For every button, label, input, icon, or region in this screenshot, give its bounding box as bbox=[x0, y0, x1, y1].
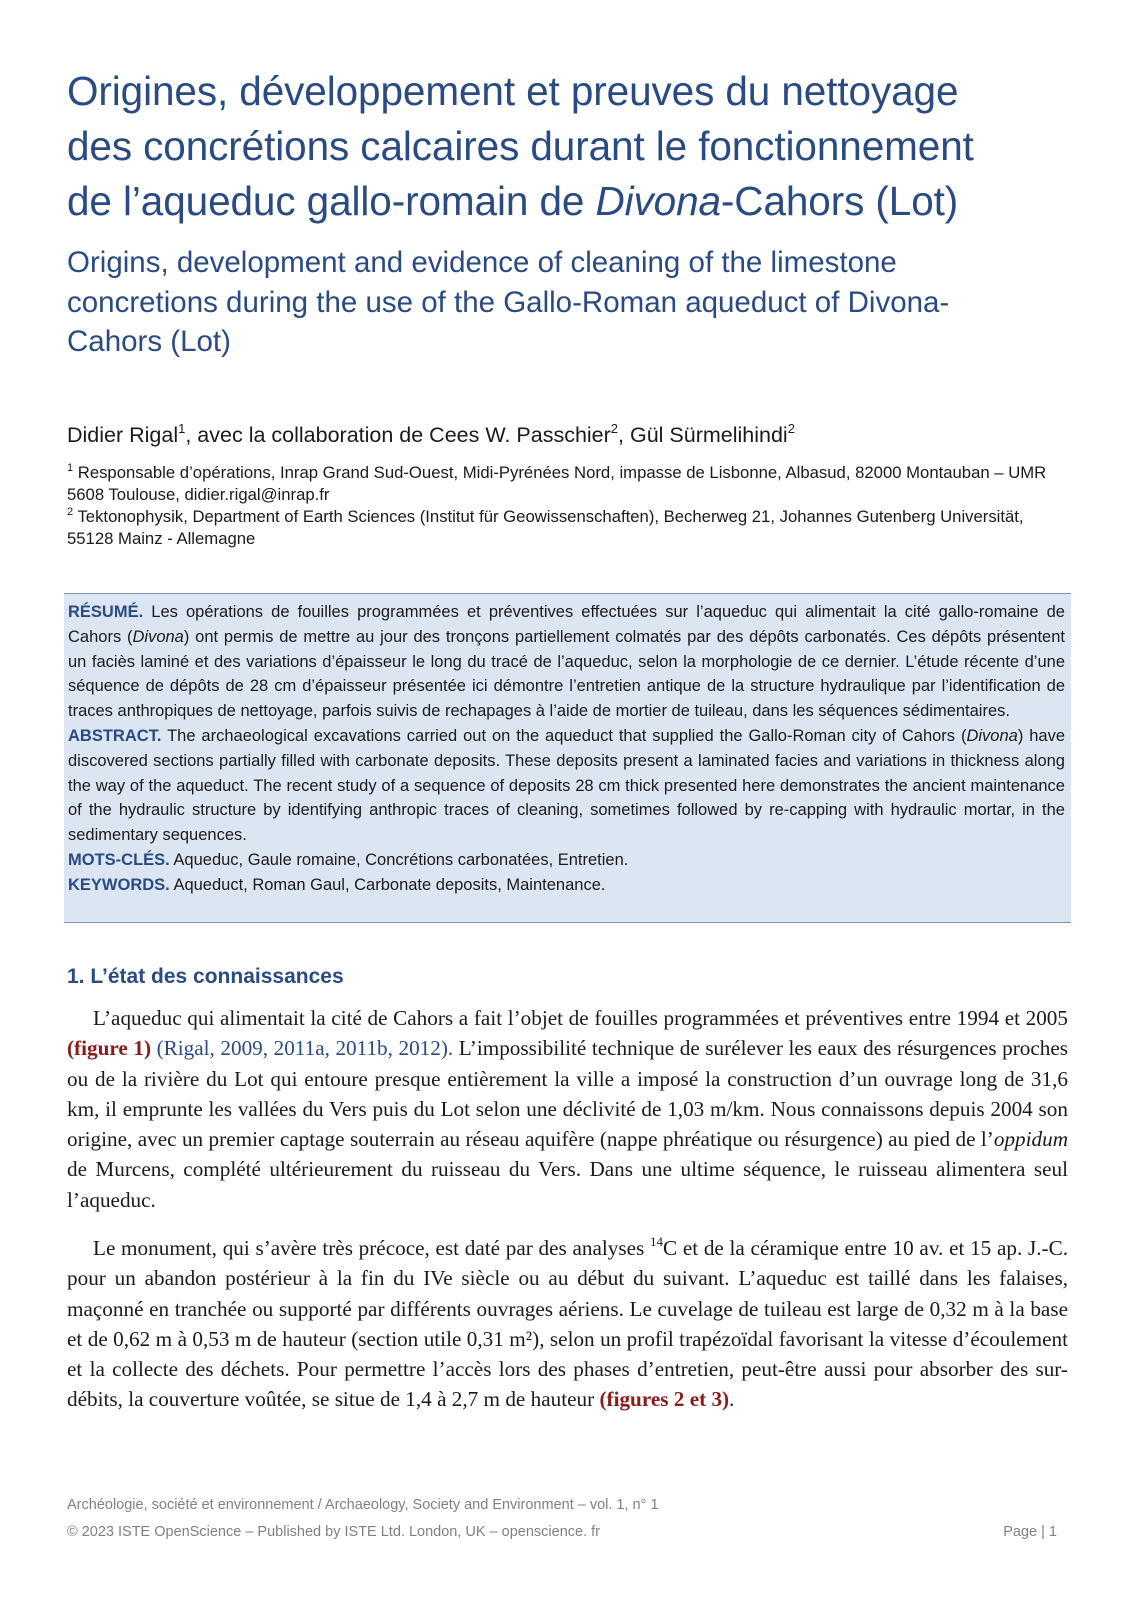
body-paragraph-2 bbox=[67, 1233, 1068, 1415]
resume-text-b: ) ont permis de mettre au jour des tronçons partiellement colmatés par des dépôts carbonatés. Ces dépôts présentent un faciès laminé et des variations d’épaisseur le long du tracé de l’aqueduc, selon la morphologie de ce dernier. L’étude récente d’une séquence de dépôts de 28 cm d’épaisseur présentée ici démontre l’entretien antique de la structure hydraulique par l’identification de traces anthropiques de nettoyage, parfois suivis de rechapages à l’aide de mortier de tuileau, dans les séquences sédimentaires. bbox=[68, 627, 1065, 721]
affiliation-2-marker: 2 bbox=[67, 506, 74, 519]
affiliation-1-text: Responsable d’opérations, Inrap Grand Sud-Ouest, Midi-Pyrénées Nord, impasse de Lisbonne, Albasud, 82000 Montauban – UMR 5608 Toulouse, didier.rigal@inrap.fr bbox=[67, 462, 1047, 504]
subtitle-line-1: Origins, development and evidence of cleaning of the limestone bbox=[67, 246, 897, 279]
keywords-label: KEYWORDS. bbox=[68, 875, 170, 894]
resume-text-a: Les opérations de fouilles programmées et préventives effectuées sur l’aqueduc qui alimentait la cité gallo-romaine de Cahors ( bbox=[68, 603, 1065, 646]
author-rigal: Didier Rigal bbox=[67, 422, 179, 447]
abstract-paragraph bbox=[68, 724, 1065, 848]
figure-1-link[interactable]: (figure 1) bbox=[67, 1036, 152, 1061]
p1-italic-oppidum: oppidum bbox=[993, 1127, 1068, 1152]
affiliation-1-marker: 1 bbox=[67, 461, 74, 474]
affiliation-2-text: Tektonophysik, Department of Earth Sciences (Institut für Geowissenschaften), Becherweg 21, Johannes Gutenberg Universität, 55128 Mainz - Allemagne bbox=[67, 507, 1024, 549]
title-italic-divona: Divona bbox=[595, 178, 721, 224]
keywords-paragraph bbox=[68, 873, 1065, 898]
subtitle-line-3: Cahors (Lot) bbox=[67, 325, 231, 358]
title-line-3-end: -Cahors (Lot) bbox=[720, 178, 959, 224]
citation-rigal-link[interactable]: (Rigal, 2009, 2011a, 2011b, 2012). bbox=[156, 1036, 454, 1061]
subtitle-line-2: concretions during the use of the Gallo-Roman aqueduct of Divona- bbox=[67, 285, 950, 319]
affiliation-1 bbox=[67, 462, 1057, 507]
abstract-label: ABSTRACT. bbox=[68, 726, 162, 745]
p2-superscript: 14 bbox=[649, 1234, 663, 1249]
affiliation-2 bbox=[67, 506, 1057, 551]
section-1-heading: 1. L’état des connaissances bbox=[67, 965, 344, 988]
p1-text-b: L’impossibilité technique de surélever les eaux des résurgences proches ou de la rivière du Lot qui entoure presque entièrement la ville a imposé la construction d’un ouvrage long de 31,6 km, il emprunte les vallées du Vers puis du Lot selon une déclivité de 1,03 m/km. Nous connaissons depuis 2004 son origine, avec un premier captage souterrain au réseau aquifère (nappe phréatique ou résurgence) au pied de l’ bbox=[67, 1036, 1069, 1152]
author-collab: , avec la collaboration de Cees W. Passchier bbox=[185, 422, 611, 447]
abstract-italic: Divona bbox=[966, 726, 1018, 745]
author-rigal-affil: 1 bbox=[178, 420, 186, 436]
paper-title bbox=[67, 64, 1057, 229]
footer-journal: Archéologie, société et environnement / Archaeology, Society and Environment – vol. 1, n° 1 bbox=[67, 1497, 659, 1513]
author-passchier-affil: 2 bbox=[610, 420, 619, 436]
author-surmelihindi: , Gül Sürmelihindi bbox=[618, 422, 788, 447]
paper-header bbox=[67, 64, 1057, 551]
resume-paragraph bbox=[68, 600, 1065, 724]
author-surmelihindi-affil: 2 bbox=[787, 420, 795, 436]
abstract-box bbox=[64, 593, 1071, 923]
resume-label: RÉSUMÉ. bbox=[68, 603, 144, 621]
motscles-paragraph bbox=[68, 848, 1065, 873]
p1-text-a: L’aqueduc qui alimentait la cité de Cahors a fait l’objet de fouilles programmées et préventives entre 1994 et 2005 bbox=[93, 1006, 1068, 1030]
p2-text-c: . bbox=[729, 1387, 735, 1412]
abstract-text-b: ) have discovered sections partially filled with carbonate deposits. These deposits present a laminated facies and variations in thickness along the way of the aqueduct. The recent study of a sequence of deposits 28 cm thick presented here demonstrates the ancient maintenance of the hydraulic structure by identifying anthropic traces of cleaning, sometimes followed by re-capping with hydraulic mortar, in the sedimentary sequences. bbox=[68, 726, 1066, 845]
p2-text-a: Le monument, qui s’avère très précoce, est daté par des analyses bbox=[93, 1236, 650, 1260]
keywords-text: Aqueduct, Roman Gaul, Carbonate deposits, Maintenance. bbox=[169, 875, 606, 894]
author-list bbox=[67, 421, 1057, 449]
motscles-text: Aqueduc, Gaule romaine, Concrétions carbonatées, Entretien. bbox=[169, 850, 629, 869]
title-line-3: de l’aqueduc gallo-romain de bbox=[67, 178, 596, 224]
p1-text-c: de Murcens, complété ultérieurement du ruisseau du Vers. Dans une ultime séquence, le ruisseau alimentera seul l’aqueduc. bbox=[67, 1157, 1068, 1212]
figures-2-3-link[interactable]: (figures 2 et 3) bbox=[599, 1387, 730, 1412]
title-line-1: Origines, développement et preuves du nettoyage bbox=[67, 68, 959, 114]
affiliations bbox=[67, 462, 1057, 551]
title-line-2: des concrétions calcaires durant le fonctionnement bbox=[67, 123, 974, 169]
motscles-label: MOTS-CLÉS. bbox=[68, 850, 170, 869]
body-paragraph-1 bbox=[67, 1003, 1068, 1215]
resume-italic: Divona bbox=[132, 627, 184, 646]
abstract-text-a: The archaeological excavations carried out on the aqueduct that supplied the Gallo-Roman city of Cahors ( bbox=[161, 726, 967, 745]
footer-copyright: © 2023 ISTE OpenScience – Published by ISTE Ltd. London, UK – openscience. fr bbox=[67, 1524, 601, 1540]
p2-text-b: C et de la céramique entre 10 av. et 15 ap. J.-C. pour un abandon postérieur à la fin du IVe siècle ou au début du suivant. L’aqueduc est taillé dans les falaises, maçonné en tranchée ou supporté par différents ouvrages aériens. Le cuvelage de tuileau est large de 0,32 m à la base et de 0,62 m à 0,53 m de hauteur (section utile 0,31 m²), selon un profil trapézoïdal favorisant la vitesse d’écoulement et la collecte des déchets. Pour permettre l’accès lors des phases d’entretien, peut-être aussi pour absorber des sur-débits, la couverture voûtée, se situe de 1,4 à 2,7 m de hauteur bbox=[67, 1236, 1068, 1412]
paper-subtitle bbox=[67, 243, 1057, 362]
page-number: Page | 1 bbox=[1003, 1524, 1057, 1540]
